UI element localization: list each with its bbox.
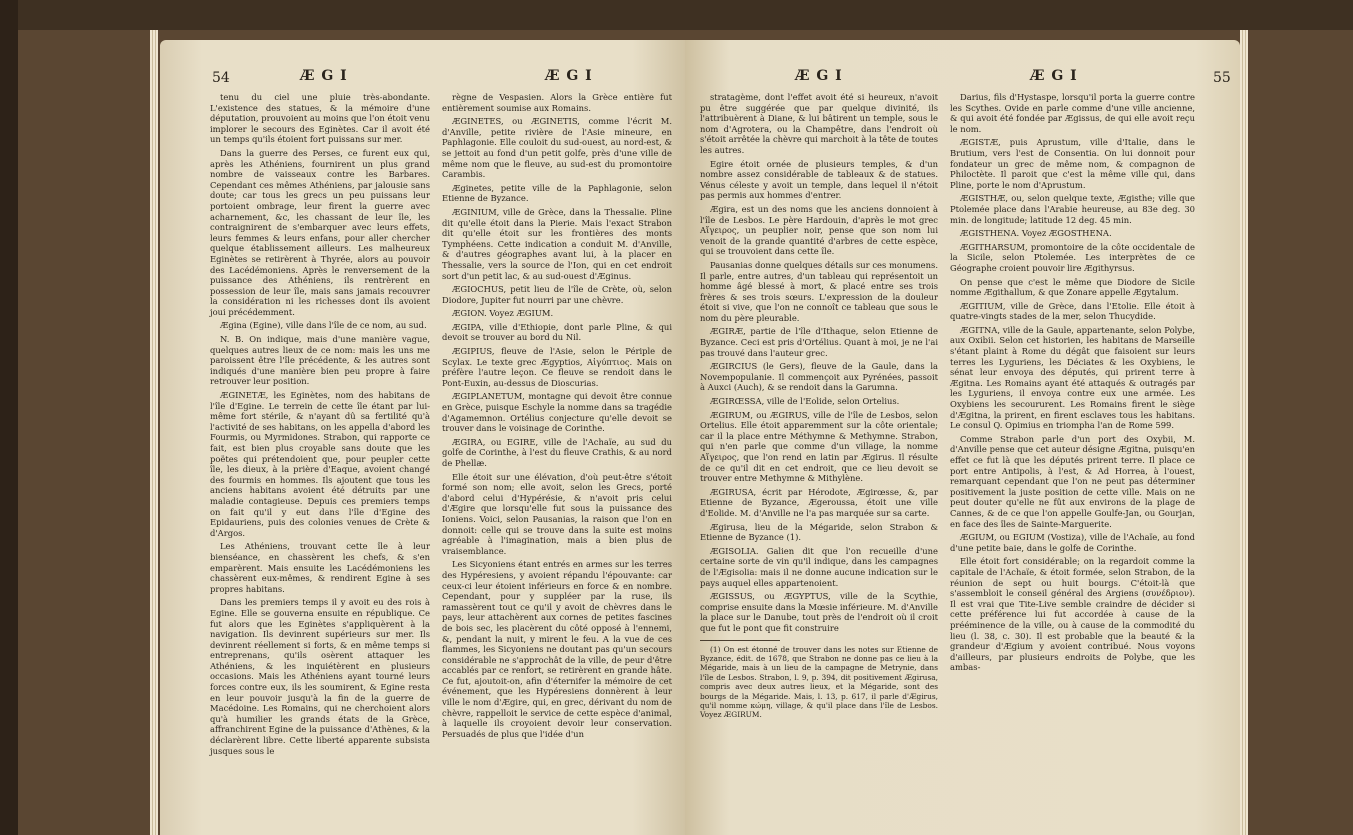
paragraph: Pausanias donne quelques détails sur ces monumens. Il parle, entre autres, d'un tableau qui représentoit un homme âgé blessé à mort, & placé entre ses trois frères & ses trois sœurs. L'expression de la douleur étoit si vive, que l'on ne connoît ce tableau que sous le nom du père pleurable. [700, 259, 938, 323]
footnote: (1) On est étonné de trouver dans les notes sur Etienne de Byzance, édit. de 1678, que Strabon ne donne pas ce lieu à la Mégaride, mais à un lieu de la campagne de Metrynie, dans l'île de Lesbos. Strabon, l. 9, p. 394, dit positivement Ægirusa, compris avec deux autres lieux, et la Mégaride, sont des bourgs de la Mégaride. Mais, l. 13, p. 617, il parle d'Ægirus, qu'il nomme κώμη, village, & qu'il place dans l'île de Lesbos. Voyez ÆGIRUM. [700, 644, 938, 720]
running-head-left-col2: Æ G I [545, 68, 593, 84]
paragraph: Dans la guerre des Perses, ce furent eux qui, après les Athéniens, fournirent un plus grand nombre de vaisseaux contre les Barbares. Cependant ces mêmes Athéniens, par jalousie sans doute; car tous les grecs un peu puissans leur portoient ombrage, leur firent la guerre avec acharnement, &c, les chassant de leur île, les contraignirent de s'embarquer avec leurs effets, leurs femmes & leurs enfans, pour aller chercher quelque établissement ailleurs. Les malheureux Eginètes se retirèrent à Thyrée, alors au pouvoir des Lacédémoniens. Après le renversement de la puissance des Athéniens, ils rentrèrent en possession de leur île, mais sans jamais recouvrer la considération ni les richesses dont ils avoient joui précédemment. [210, 147, 430, 317]
left-page-column-1 [210, 92, 430, 759]
paragraph: On pense que c'est le même que Diodore de Sicile nomme Ægithallum, & que Zonare appelle Ægytalum. [950, 276, 1195, 298]
running-head-right-col1: Æ G I [795, 68, 843, 84]
paragraph: Elle étoit sur une élévation, d'où peut-être s'étoit formé son nom; elle avoit, selon les Grecs, porté d'abord celui d'Hypérésie, & n'avoit pris celui d'Ægire que lorsqu'elle fut sous la puissance des Ioniens. Voici, selon Pausanias, la raison que l'on en donnoit: celle qui se trouve dans la suite est moins agréable à l'imagination, mais a bien plus de vraisemblance. [442, 471, 672, 556]
paragraph: ÆGINETÆ, les Eginètes, nom des habitans de l'île d'Egine. Le terrein de cette île étant par lui-même fort stérile, & n'ayant dû sa fertilité qu'à l'activité de ses habitans, on les appella d'abord les Fourmis, ou Myrmidones. Strabon, qui rapporte ce fait, est bien plus croyable sans doute que les poëtes qui prétendoient que, pour peupler cette île, les dieux, à la prière d'Eaque, avoient changé des fourmis en hommes. Ils ajoutent que tous les anciens habitans avoient été détruits par une maladie contagieuse. Depuis ces premiers temps on fait qu'il y eut dans l'île d'Egine des Epidauriens, puis des colonies venues de Crète & d'Argos. [210, 390, 430, 538]
paragraph: ÆGINIUM, ville de Grèce, dans la Thessalie. Pline dit qu'elle étoit dans la Pierie. Mais l'exact Strabon dit qu'elle étoit sur les frontières des monts Tymphéens. Cette indication a conduit M. d'Anville, & d'autres géographes avant lui, à la placer en Thessalie, vers la source de l'Ion, qui en cet endroit sort d'un petit lac, & au sud-ouest d'Æginus. [442, 206, 672, 281]
paragraph: ÆGITNA, ville de la Gaule, appartenante, selon Polybe, aux Oxibii. Selon cet historien, les habitans de Marseille s'étant plaint à Rome du dégât que faisoient sur leurs terres les Lyguriens, les Déciates & les Oxybiens, le sénat leur envoya des députés, qui prirent terre à Ægitna. Les Romains ayant été attaqués & outragés par les Lyguriens, il envoya contre eux une armée. Les Oxybiens les secoururent. Les Romains firent le siège d'Ægitna, la prirent, en firent esclaves tous les habitans. Le consul Q. Opimius en triompha l'an de Rome 599. [950, 324, 1195, 431]
paragraph: ÆGIPA, ville d'Ethiopie, dont parle Pline, & qui devoit se trouver au bord du Nil. [442, 321, 672, 343]
paragraph: ÆGIRA, ou EGIRE, ville de l'Achaïe, au sud du golfe de Corinthe, à l'est du fleuve Crathis, & au nord de Phellæ. [442, 436, 672, 468]
running-head-left-col1: Æ G I [300, 68, 348, 84]
paragraph: ÆGIRUM, ou ÆGIRUS, ville de l'île de Lesbos, selon Ortelius. Elle étoit apparemment sur la côte orientale; car il la place entre Méthymne & Methymne. Strabon, qui n'en parle que comme d'un village, la nomme Αἴγειρος, que l'on rend en latin par Ægirus. Il résulte de ce qu'il dit en cet endroit, que ce lieu devoit se trouver entre Methymne & Mithylène. [700, 409, 938, 484]
paragraph: ÆGINETES, ou ÆGINETIS, comme l'écrit M. d'Anville, petite rivière de l'Asie mineure, en Paphlagonie. Elle couloit du sud-ouest, au nord-est, & se jettoit au fond d'un petit golfe, près d'une ville de même nom que le fleuve, au sud-est du promontoire Carambis. [442, 116, 672, 180]
paragraph: Ægina (Egine), ville dans l'île de ce nom, au sud. [220, 320, 427, 331]
paragraph: ÆGISTHENA. Voyez ÆGOSTHENA. [960, 228, 1112, 239]
right-page-edges [1240, 30, 1248, 835]
right-page-column-2 [950, 92, 1195, 676]
paragraph: ÆGIRŒSSA, ville de l'Eolide, selon Ortelius. [710, 396, 900, 407]
paragraph: tenu du ciel une pluie très-abondante. L'existence des statues, & la mémoire d'une députation, prouvoient au moins que l'on étoit venu implorer le secours des Eginètes. Car il avoit été un temps qu'ils étoient fort puissans sur mer. [210, 92, 430, 145]
paragraph: Les Athéniens, trouvant cette île à leur bienséance, en chassèrent les chefs, & s'en emparèrent. Mais ensuite les Lacédémoniens les chassèrent eux-mêmes, & rendirent Egine à ses propres habitans. [210, 541, 430, 594]
left-page [160, 40, 685, 835]
paragraph: Æginetes, petite ville de la Paphlagonie, selon Etienne de Byzance. [442, 182, 672, 204]
paragraph: ÆGITIUM, ville de Grèce, dans l'Etolie. Elle étoit à quatre-vingts stades de la mer, selon Thucydide. [950, 300, 1195, 322]
paragraph: stratagème, dont l'effet avoit été si heureux, n'avoit pu être suggérée que par quelque divinité, ils l'attribuèrent à Diane, & lui bâtirent un temple, sous le nom d'Agrotera, ou la Champêtre, dans l'endroit où s'étoit arrêtée la chèvre qui marchoit à la tête de toutes les autres. [700, 92, 938, 155]
paragraph: ÆGISSUS, ou ÆGYPTUS, ville de la Scythie, comprise ensuite dans la Mœsie inférieure. M. d'Anville la place sur le Danube, tout près de l'endroit où il croit que fut le pont que fit construire [700, 591, 939, 633]
left-page-edges [150, 30, 158, 835]
paragraph: ÆGITHARSUM, promontoire de la côte occidentale de la Sicile, selon Ptolemée. Les interprètes de ce Géographe croient pouvoir lire Ægithyrsus. [950, 241, 1195, 273]
paragraph: N. B. On indique, mais d'une manière vague, quelques autres lieux de ce nom: mais les uns me paroissent être l'île précédente, & les autres sont indiqués d'une manière bien peu propre à faire retrouver leur position. [210, 334, 430, 387]
paragraph: Darius, fils d'Hystaspe, lorsqu'il porta la guerre contre les Scythes. Ovide en parle comme d'une ville ancienne, & qui avoit été fondée par Ægissus, de qui elle avoit reçu le nom. [950, 92, 1195, 134]
left-page-column-2 [442, 92, 672, 742]
right-page-column-1 [700, 92, 938, 723]
footnote-rule [700, 640, 780, 641]
right-page [685, 40, 1240, 835]
background-top [0, 0, 1353, 30]
paragraph: ÆGISOLIA. Galien dit que l'on recueille d'une certaine sorte de vin qu'il indique, dans les campagnes de l'Ægisolia: mais il ne donne aucune indication sur le pays auquel elles appartenoient. [700, 545, 938, 588]
paragraph: Comme Strabon parle d'un port des Oxybii, M. d'Anville pense que cet auteur désigne Ægitna, puisqu'en effet ce fut là que les députés prirent terre. Il place ce port entre Antipolis, à l'est, & Ad Horrea, à l'ouest, remarquant cependant que l'on ne peut pas déterminer positivement la juste position de cette ville. Mais on ne peut douter qu'elle ne fût aux environs de la plage de Cannes, & de ce que l'on appelle Goulfe-Jan, ou Gourjan, en face des îles de Sainte-Marguerite. [950, 433, 1195, 529]
paragraph: ÆGIRÆ, partie de l'île d'Ithaque, selon Etienne de Byzance. Ceci est pris d'Ortélius. Quant à moi, je ne l'ai pas trouvé dans l'auteur grec. [700, 326, 938, 358]
paragraph: ÆGIPIUS, fleuve de l'Asie, selon le Périple de Scylax. Le texte grec Ægyptios, Αἰγύπτιος. Mais on préfère l'autre leçon. Ce fleuve se rendoit dans le Pont-Euxin, au-dessus de Dioscurias. [442, 346, 672, 388]
paragraph: ÆGIRUSA, écrit par Hérodote, Ægirœsse, &, par Etienne de Byzance, Ægeroussa, étoit une ville d'Eolide. M. d'Anville ne l'a pas marquée sur sa carte. [700, 486, 938, 518]
paragraph: ÆGIOCHUS, petit lieu de l'île de Crète, où, selon Diodore, Jupiter fut nourri par une chèvre. [442, 284, 672, 305]
page-number-right: 55 [1213, 70, 1231, 86]
paragraph: règne de Vespasien. Alors la Grèce entière fut entièrement soumise aux Romains. [442, 92, 672, 113]
paragraph: Egire étoit ornée de plusieurs temples, & d'un nombre assez considérable de tableaux & de statues. Vénus céleste y avoit un temple, dans lequel il n'étoit pas permis aux hommes d'entrer. [700, 158, 938, 201]
paragraph: ÆGIUM, ou EGIUM (Vostiza), ville de l'Achaïe, au fond d'une petite baie, dans le golfe de Corinthe. [950, 532, 1195, 553]
paragraph: ÆGISTÆ, puis Aprustum, ville d'Italie, dans le Brutium, vers l'est de Consentia. On lui donnoit pour fondateur un grec de même nom, & compagnon de Philoctète. Il paroit que c'est la même ville qui, dans Pline, porte le nom d'Aprustum. [950, 137, 1195, 190]
paragraph: ÆGISTHÆ, ou, selon quelque texte, Ægisthe; ville que Ptolemée place dans l'Arabie heureuse, au 83e deg. 30 min. de longitude; latitude 12 deg. 45 min. [950, 193, 1195, 225]
paragraph: ÆGIRCIUS (le Gers), fleuve de la Gaule, dans la Novempopulanie. Il commençoit aux Pyrénées, passoit à Auxci (Auch), & se rendoit dans la Garumna. [700, 361, 938, 393]
paragraph: Ægirusa, lieu de la Mégaride, selon Strabon & Etienne de Byzance (1). [700, 521, 938, 543]
book-binding [0, 0, 18, 835]
running-head-right-col2: Æ G I [1030, 68, 1078, 84]
paragraph: Elle étoit fort considérable; on la regardoit comme la capitale de l'Achaïe, & étoit formée, selon Strabon, de la réunion de sept ou huit bourgs. C'étoit-là que s'assembloit le conseil général des Argiens (συνέδριον). Il est vrai que Tite-Live semble craindre de décider si cette préférence lui fut accordée à cause de la prééminence de la ville, ou à cause de la commodité du lieu (l. 38, c. 30). Il est probable que la beauté & la grandeur d'Ægium y avoient contribué. Nous voyons d'ailleurs, par plusieurs endroits de Polybe, que les ambas- [950, 556, 1195, 673]
paragraph: Ægira, est un des noms que les anciens donnoient à l'île de Lesbos. Le père Hardouin, d'après le mot grec Αἴγειρος, un peuplier noir, pense que son nom lui venoit de la grande quantité d'arbres de cette espèce, qui se trouvoient dans cette île. [700, 203, 938, 257]
paragraph: Dans les premiers temps il y avoit eu des rois à Egine. Elle se gouverna ensuite en république. Ce fut alors que les Eginètes s'appliquèrent à la navigation. Ils devinrent supérieurs sur mer. Ils devinrent réellement si forts, & en même temps si entreprenans, qu'ils osèrent attaquer les Athéniens, & les inquiétèrent en plusieurs occasions. Mais les Athéniens ayant tourné leurs forces contre eux, ils les soumirent, & Egine resta en leur pouvoir jusqu'à la fin de la guerre de Macédoine. Les Romains, qui ne cherchoient alors qu'à humilier les grands états de la Grèce, affranchirent Egine de la puissance d'Athènes, & la déclarèrent libre. Cette liberté apparente subsista jusques sous le [210, 597, 430, 756]
paragraph: ÆGION. Voyez ÆGIUM. [452, 308, 554, 319]
paragraph: ÆGIPLANETUM, montagne qui devoit être connue en Grèce, puisque Eschyle la nomme dans sa tragédie d'Agamemnon. Ortélius conjecture qu'elle devoit se trouver dans le voisinage de Corinthe. [442, 391, 672, 434]
paragraph: Les Sicyoniens étant entrés en armes sur les terres des Hypéresiens, y avoient répandu l'épouvante: car ceux-ci leur étoient inférieurs en force & en nombre. Cependant, pour y suppléer par la ruse, ils ramassèrent tout ce qu'il y avoit de chèvres dans le pays, leur attachèrent aux cornes de petites fascines de bois sec, les placèrent du côté opposé à l'ennemi, &, pendant la nuit, y mirent le feu. A la vue de ces flammes, les Sicyoniens ne doutant pas qu'un secours considérable ne s'approchât de la ville, de peur d'être accablés par ce renfort, se retirèrent en grande hâte. Ce fut, ajoutoit-on, afin d'éternifer la mémoire de cet événement, que les Hypéresiens donnèrent à leur ville le nom d'Ægire, qui, en grec, dérivant du nom de chèvre, rappelloit le service de cette espèce d'animal, à laquelle ils croyoient devoir leur conservation. Persuadés de plus que l'idée d'un [442, 559, 672, 739]
page-number-left: 54 [212, 70, 230, 86]
